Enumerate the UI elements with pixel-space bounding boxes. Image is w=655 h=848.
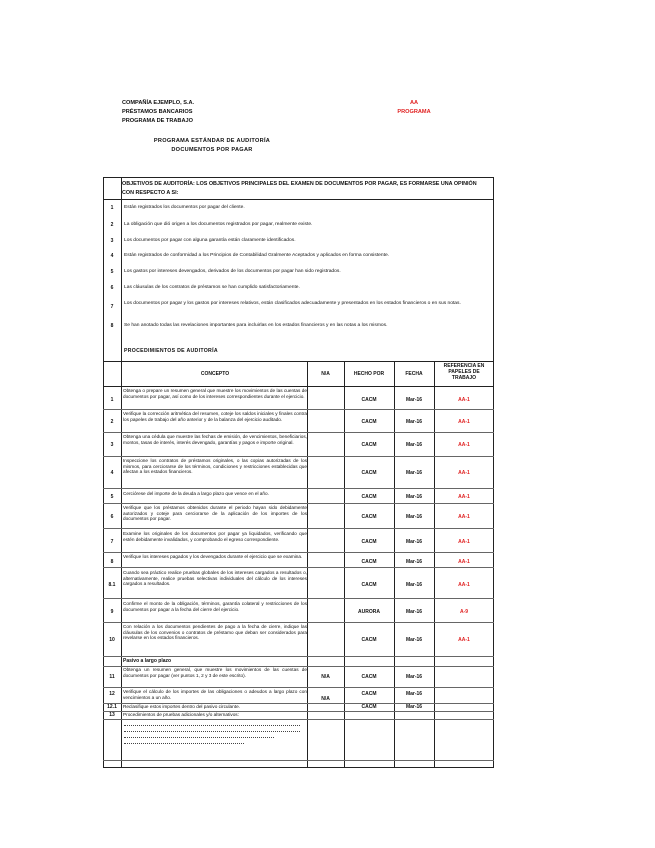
date-column-header: FECHA [405, 371, 423, 377]
procedure-concept: Obtenga o prepare un resumen general que muestre los movimientos de las cuentas de documentos por pagar, así como de los intereses correspondientes durante el ejercicio. [123, 388, 307, 399]
objective-item: Están registrados de conformidad a los Principios de Contabilidad Gralmente Aceptados y aplicados en forma consistente. [124, 253, 390, 258]
na-column-header: N/A [321, 371, 330, 377]
objective-item: Los gastos por intereses devengados, derivados de los documentos por pagar han sido registrados. [124, 269, 341, 274]
procedure-done-by: CACM [361, 442, 377, 448]
procedure-done-by: CACM [361, 514, 377, 520]
objective-number: 7 [110, 304, 114, 310]
objectives-title: OBJETIVOS DE AUDITORÍA: LOS OBJETIVOS PRINCIPALES DEL EXAMEN DE DOCUMENTOS POR PAGAR, ES FORMARSE UNA OPINIÓN CON RESPECTO A SI: [122, 181, 477, 196]
number-column-divider [121, 177, 122, 768]
procedure-na: N/A [321, 696, 330, 702]
procedure-reference: AA-1 [458, 582, 470, 588]
procedures-title: PROCEDIMIENTOS DE AUDITORÍA [124, 348, 218, 354]
blank-line [124, 737, 274, 738]
row-divider [103, 719, 494, 720]
procedure-number: 9 [110, 609, 114, 615]
program-title-line2: DOCUMENTOS POR PAGAR [171, 146, 253, 153]
procedure-reference: AA-1 [458, 470, 470, 476]
row-divider [103, 567, 494, 568]
row-divider [103, 760, 494, 761]
procedure-date: Mar-16 [405, 704, 423, 710]
program-title-line1: PROGRAMA ESTÁNDAR DE AUDITORÍA [153, 138, 271, 144]
procedure-done-by: CACM [361, 539, 377, 545]
company-header [122, 99, 194, 126]
procedure-date: Mar-16 [405, 637, 423, 643]
procedure-number: 12.1 [107, 704, 117, 710]
procedure-done-by: CACM [361, 397, 377, 403]
procedure-date: Mar-16 [405, 674, 423, 680]
procedure-reference: AA-1 [458, 419, 470, 425]
procedure-concept: Verifique el cálculo de los importes de las obligaciones o adeudos a largo plazo con vencimientos a un año. [123, 689, 307, 700]
row-divider [103, 622, 494, 623]
long-term-section-title: Pasivo a largo plazo [123, 658, 172, 664]
reference-code: AA [409, 100, 419, 106]
row-divider [103, 656, 494, 657]
procedures-header-bottom [103, 386, 494, 387]
procedure-concept: Cuando sea práctico realice pruebas globales de los intereses cargados a resultados o, alternativamente, realice pruebas selectivas individuales del cálculo de los intereses cargados a resultados. [123, 570, 307, 587]
procedure-done-by: CACM [361, 582, 377, 588]
objectives-divider [103, 199, 494, 200]
objective-item: Los documentos por pagar y los gastos por intereses relativos, están clasificados adecuadamente y presentados en los estados financieros o en sus notas. [124, 301, 461, 306]
procedure-concept: Con relación a los documentos pendientes de pago a la fecha de cierre, indique las cláusulas de los convenios o contratos de préstamo que deban ser considerados para revelarse en los estados financieros. [123, 624, 307, 641]
procedure-number: 7 [110, 539, 114, 545]
procedure-concept: Examine los originales de los documentos por pagar ya liquidados, verificando que estén debidamente invalidados, y comprobando el egreso correspondiente. [123, 531, 307, 542]
procedure-concept: Confirme el monto de la obligación, términos, garantía colateral y restricciones de los documentos por pagar a la fecha del cierre del ejercicio. [123, 601, 307, 612]
procedures-header-top [103, 361, 494, 362]
row-divider [103, 528, 494, 529]
procedure-number: 8.1 [108, 582, 116, 588]
procedure-date: Mar-16 [405, 442, 423, 448]
procedure-reference: AA-1 [458, 514, 470, 520]
row-divider [103, 488, 494, 489]
company-name: COMPAÑÍA EJEMPLO, S.A. [122, 100, 195, 106]
row-divider [103, 456, 494, 457]
objective-item: Se han anotado todas las revelaciones importantes para incluirlas en los estados financieros y en las notas a los mismos. [124, 323, 388, 328]
procedure-concept: Procedimientos de pruebas adicionales y/o alternativos: [123, 712, 239, 717]
row-divider [103, 432, 494, 433]
ref-column-header: REFERENCIA EN PAPELES DE TRABAJO [443, 363, 485, 381]
procedure-date: Mar-16 [405, 494, 423, 500]
reference-block [394, 99, 434, 117]
procedure-reference: AA-1 [458, 559, 470, 565]
procedure-concept: Verifique los intereses pagados y los devengados durante el ejercicio que se examina. [123, 554, 303, 559]
procedure-date: Mar-16 [405, 609, 423, 615]
objective-number: 8 [110, 323, 114, 329]
procedure-na: N/A [321, 674, 330, 680]
procedure-reference: AA-1 [458, 442, 470, 448]
procedure-number: 1 [110, 397, 114, 403]
procedure-reference: AA-1 [458, 637, 470, 643]
procedure-number: 11 [109, 674, 115, 680]
objective-item: Las cláusulas de los contratos de préstamos se han cumplido satisfactoriamente. [124, 285, 300, 290]
procedure-done-by: CACM [361, 559, 377, 565]
procedure-concept: Inspeccione los contratos de préstamos originales, o las copias autorizadas de los mismos, para cerciorarse de los términos, condiciones y restricciones establecidas que afectan a los estados financieros. [123, 458, 307, 475]
procedure-number: 6 [110, 514, 114, 520]
procedure-concept: Cerciórese del importe de la deuda a largo plazo que vence en el año. [123, 491, 269, 496]
procedure-done-by: CACM [361, 637, 377, 643]
procedure-date: Mar-16 [405, 419, 423, 425]
subject-title: PRÉSTAMOS BANCARIOS [122, 109, 193, 115]
procedure-concept: Obtenga un resumen general, que muestre los movimientos de las cuentas de documentos por pagar (ver puntos 1, 2 y 3 de este escrito). [123, 667, 307, 678]
procedure-done-by: AURORA [358, 609, 380, 615]
objective-item: La obligación que dió origen a los documentos registrados por pagar, realmente existe. [124, 222, 313, 227]
objective-number: 6 [110, 285, 114, 291]
na-column-divider [307, 361, 308, 768]
blank-line [124, 725, 300, 726]
objective-item: Están registrados los documentos por pagar del cliente. [124, 205, 245, 210]
procedure-done-by: CACM [361, 494, 377, 500]
procedure-date: Mar-16 [405, 582, 423, 588]
objective-number: 4 [110, 253, 114, 259]
blank-line [124, 731, 300, 732]
program-title [150, 137, 274, 154]
procedure-date: Mar-16 [405, 559, 423, 565]
procedure-reference: AA-1 [458, 539, 470, 545]
procedure-number: 4 [110, 470, 114, 476]
row-divider [103, 409, 494, 410]
objective-number: 3 [110, 238, 114, 244]
procedure-date: Mar-16 [405, 470, 423, 476]
row-divider [103, 598, 494, 599]
row-divider [103, 687, 494, 688]
procedure-reference: A-9 [459, 609, 469, 615]
procedure-date: Mar-16 [405, 397, 423, 403]
procedure-done-by: CACM [361, 704, 377, 710]
procedure-reference: AA-1 [458, 494, 470, 500]
document-type: PROGRAMA DE TRABAJO [122, 118, 193, 124]
procedure-concept: Verifique la corrección aritmética del resumen, coteje los saldos iniciales y finales contra los papeles de trabajo del año anterior y de la balanza del ejercicio auditado. [123, 411, 307, 422]
objective-item: Los documentos por pagar con alguna garantía están claramente identificados. [124, 238, 296, 243]
objective-number: 5 [110, 269, 114, 275]
procedure-number: 13 [109, 712, 115, 718]
blank-line [124, 743, 244, 744]
procedure-number: 10 [109, 637, 115, 643]
concept-column-header: CONCEPTO [200, 371, 230, 377]
procedure-number: 2 [110, 419, 114, 425]
procedure-done-by: CACM [361, 470, 377, 476]
objective-number: 2 [110, 222, 114, 228]
row-divider [103, 503, 494, 504]
procedure-concept: Obtenga una cédula que muestre las fechas de emisión, de vencimientos, beneficiarios, montos, tasas de interés, interés devengado, garantías y pagos e importe original. [123, 434, 307, 445]
procedure-done-by: CACM [361, 674, 377, 680]
procedure-number: 5 [110, 494, 114, 500]
procedure-number: 3 [110, 442, 114, 448]
objective-number: 1 [110, 205, 114, 211]
procedure-reference: AA-1 [458, 397, 470, 403]
procedure-concept: Reclasifique estos importes dentro del pasivo circulante. [123, 704, 240, 709]
procedure-number: 12 [109, 691, 115, 697]
procedure-date: Mar-16 [405, 539, 423, 545]
procedure-date: Mar-16 [405, 514, 423, 520]
procedure-concept: Verifique que los préstamos obtenidos durante el periodo hayan sido debidamente autorizados y coteje para cerciorarse de la aplicación de los importes de los documentos por pagar. [123, 505, 307, 522]
procedure-done-by: CACM [361, 419, 377, 425]
procedure-date: Mar-16 [405, 691, 423, 697]
reference-label: PROGRAMA [397, 109, 431, 115]
row-divider [103, 552, 494, 553]
procedure-done-by: CACM [361, 691, 377, 697]
procedure-number: 8 [110, 559, 114, 565]
done-by-column-header: HECHO POR [353, 371, 385, 377]
